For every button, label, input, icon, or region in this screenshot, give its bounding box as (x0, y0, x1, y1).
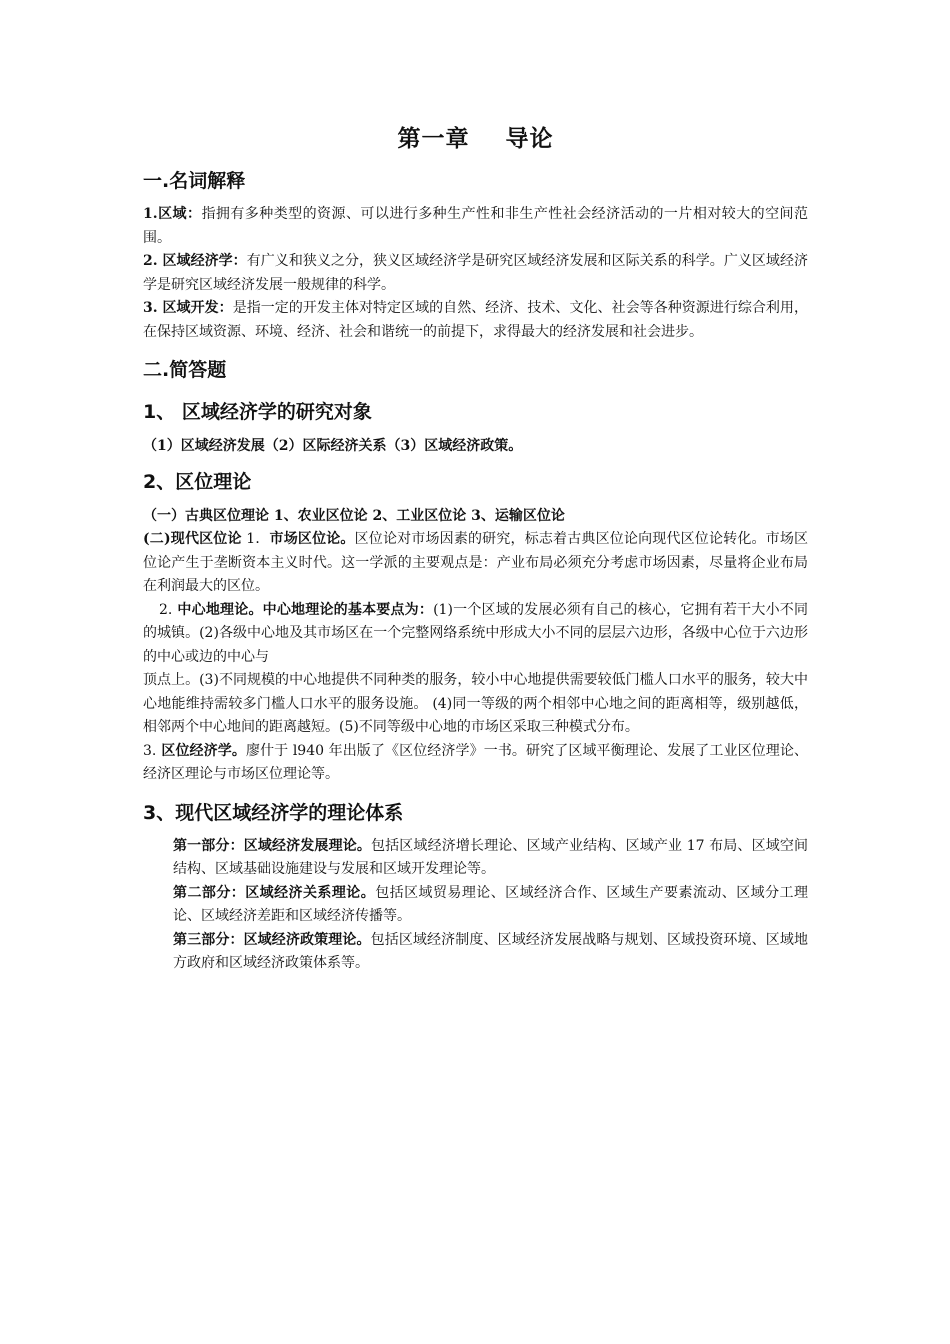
central-place-text-a: (1)一个区域的发展必须有自己的核心，它拥有若干大小不同的城镇。(2)各级中心地及其市场区在一个完整网络系统中形成大小不同的层层六边形，各级中心位于六边形的中心或边的中心与 (143, 601, 808, 665)
term-definition (143, 297, 808, 344)
question-heading-1: 1、 区域经济学的研究对象 (143, 401, 372, 423)
section-heading-short-answer: 二.简答题 (143, 359, 227, 381)
term-text: 是指一定的开发主体对特定区域的自然、经济、技术、文化、社会等各种资源进行综合利用，在保持区域资源、环境、经济、社会和谐统一的前提下，求得最大的经济发展和社会进步。 (143, 300, 808, 340)
term-label: 1.区域： (143, 206, 202, 222)
central-place-continued: 顶点上。(3)不同规模的中心地提供不同种类的服务，较小中心地提供需要较低门槛人口水平的服务，较大中心地能维持需较多门槛人口水平的服务设施。 (4)同一等级的两个相邻中心地之间的距离相等，级别越低，相邻两个中心地间的距离越短。(5)不同等级中心地的市场区采取三种模式分布。 (143, 672, 808, 735)
term-text: 指拥有多种类型的资源、可以进行多种生产性和非生产性社会经济活动的一片相对较大的空间范围。 (143, 206, 808, 246)
theory-part (143, 835, 808, 882)
chapter-title: 第一章 导论 (397, 126, 554, 152)
theory-part-label: 第二部分：区域经济关系理论。 (173, 884, 376, 901)
modern-label: (二)现代区位论 (143, 531, 242, 547)
market-location-label: 市场区位论。 (269, 531, 355, 547)
term-definition (143, 203, 808, 250)
theory-part-text: 包括区域贸易理论、区域经济合作、区域生产要素流动、区域分工理论、区域经济差距和区域经济传播等。 (173, 884, 808, 924)
location-economics (143, 740, 808, 787)
term-definition (143, 250, 808, 297)
theory-part-label: 第三部分：区域经济政策理论。 (173, 931, 371, 948)
theory-part-label: 第一部分：区域经济发展理论。 (173, 837, 371, 854)
classical-location-theory: （一）古典区位理论 1、农业区位论 2、工业区位论 3、运输区位论 (143, 508, 565, 524)
central-place-theory (143, 599, 808, 670)
central-place-number: 2. (159, 601, 173, 618)
theory-part (143, 929, 808, 976)
location-economics-label: 区位经济学。 (156, 742, 246, 759)
question-heading-2: 2、区位理论 (143, 471, 252, 493)
term-text: 有广义和狭义之分，狭义区域经济学是研究区域经济发展和区际关系的科学。广义区域经济学是研究区域经济发展一般规律的科学。 (143, 253, 808, 293)
modern-location-theory (143, 528, 808, 599)
question-heading-3: 3、现代区域经济学的理论体系 (143, 801, 404, 824)
modern-sub-number: 1． (241, 531, 270, 547)
question-answer-1: （1）区域经济发展（2）区际经济关系（3）区域经济政策。 (143, 438, 523, 454)
theory-part-text: 包括区域经济制度、区域经济发展战略与规划、区域投资环境、区域地方政府和区域经济政策体系等。 (173, 931, 809, 971)
location-economics-number: 3. (143, 742, 157, 759)
document-content (143, 120, 808, 976)
term-label: 3. 区域开发： (143, 300, 233, 316)
term-label: 2. 区域经济学： (143, 253, 247, 269)
theory-part-text: 包括区域经济增长理论、区域产业结构、区域产业 17 布局、区域空间结构、区域基础设施建设与发展和区域开发理论等。 (173, 837, 808, 877)
location-economics-text: 廖什于 l940 年出版了《区位经济学》一书。研究了区域平衡理论、发展了工业区位理论、经济区理论与市场区位理论等。 (143, 742, 808, 782)
market-location-text: 区位论对市场因素的研究，标志着古典区位论向现代区位论转化。市场区位论产生于垄断资本主义时代。这一学派的主要观点是：产业布局必须充分考虑市场因素，尽量将企业布局在利润最大的区位。 (143, 531, 809, 594)
central-place-label: 中心地理论。中心地理论的基本要点为： (172, 601, 434, 618)
theory-part (143, 882, 808, 929)
section-heading-terms: 一.名词解释 (143, 170, 246, 192)
